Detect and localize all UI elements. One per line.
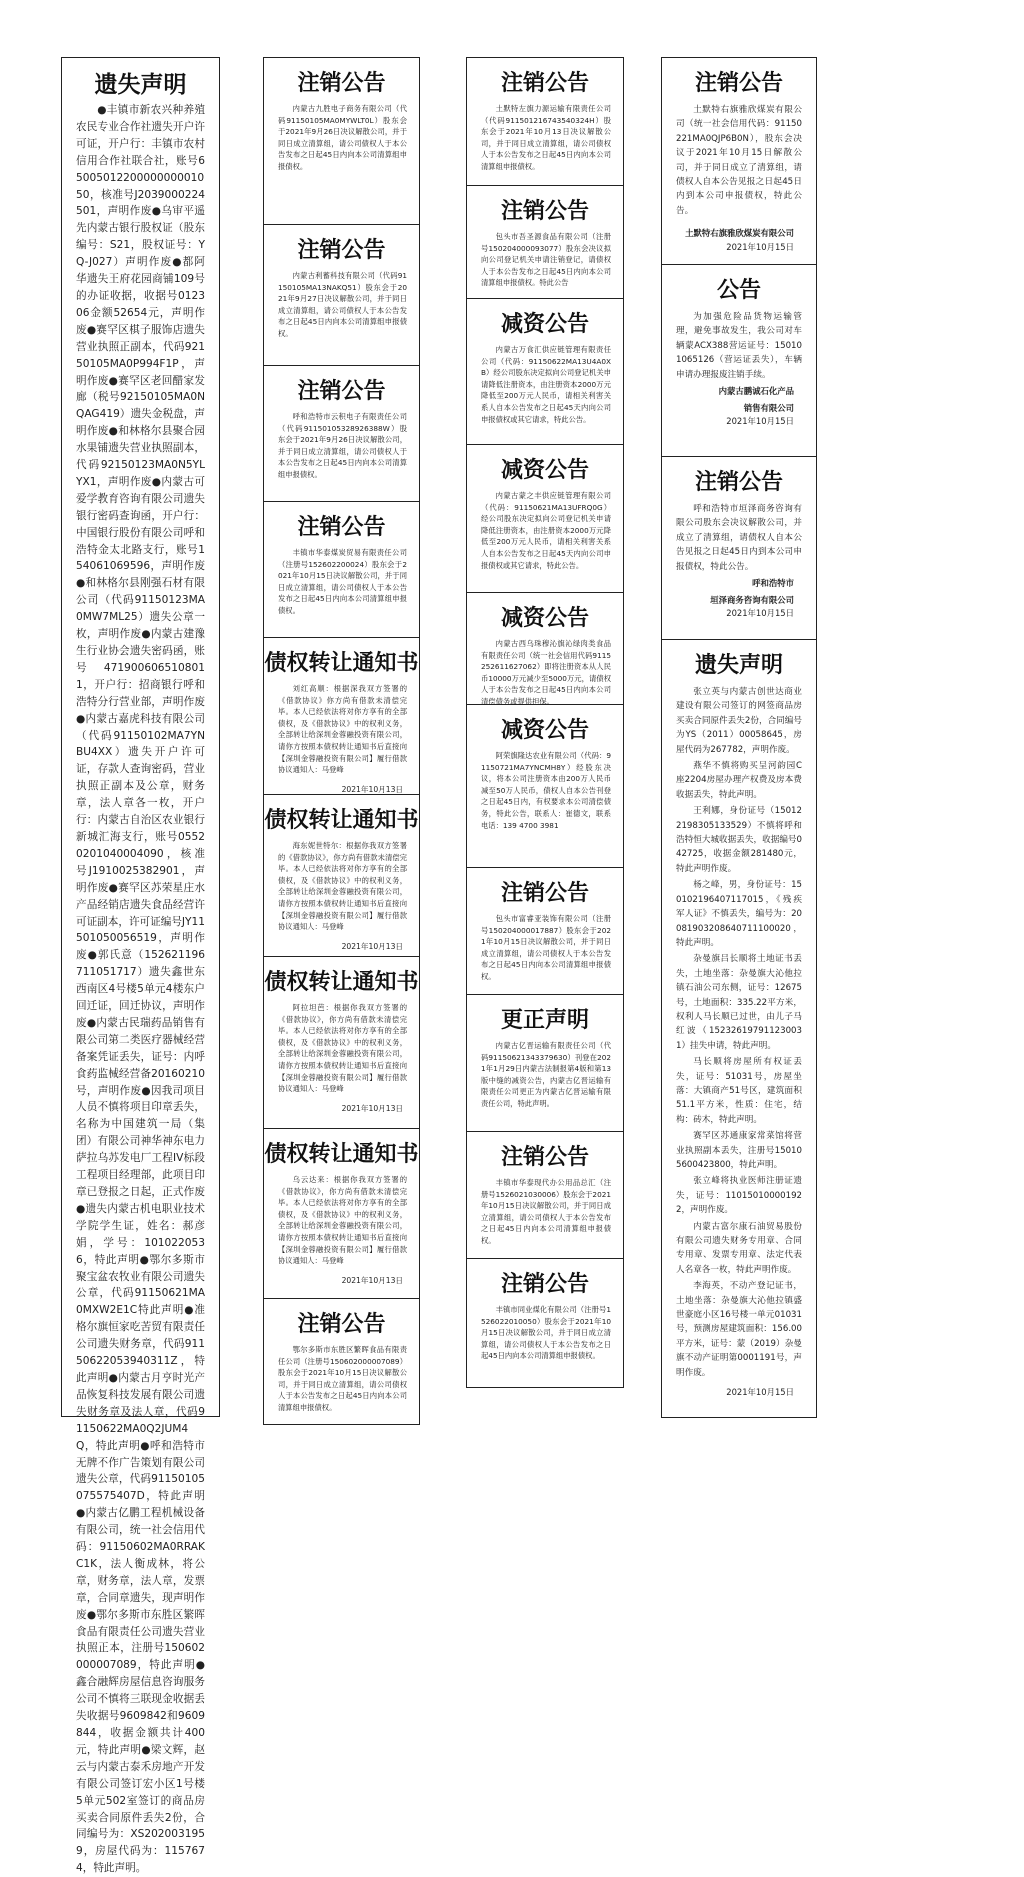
notice-body: 内蒙古亿晋运输有限责任公司（代码91150621343379630）刊登在2021年1月29日内蒙古法制报第4版和第13版中缝的减资公告，内蒙古亿晋运输有限责任公司更正为内蒙古亿晋运输有限责任公司，特此声明。 bbox=[481, 1041, 611, 1108]
notice-body: 海东妮世特尔：根据你我双方签署的《借款协议》，你方尚有借款未清偿完毕。本人已经依法将对你方享有的全部债权，及《借款协议》中的权利义务，全部转让给深圳金蓉融投资有限公司，请你方按照本债权转让通知书后直接向【深圳金蓉融投资有限公司】履行借款协议通知人：马登峰 bbox=[278, 841, 407, 932]
list-item: 张立峰将执业医师注册证遗失，证号：110150100001922，声明作废。 bbox=[676, 1176, 802, 1216]
notice-body: 阿拉坦芭：根据你我双方签署的《借款协议》，你方尚有借款未清偿完毕。本人已经依法将对你方享有的全部债权，及《借款协议》中的权利义务，全部转让给深圳金蓉融投资有限公司，请你方按照本债权转让通知书后直接向【深圳金蓉融投资有限公司】履行借款协议通知人：马登峰 bbox=[278, 1003, 407, 1094]
notice-signer: 土默特右旗雅欣煤炭有限公司 bbox=[685, 228, 794, 239]
lost-notice-body: ●丰镇市新农兴种养殖农民专业合作社遗失开户许可证，开户行：丰镇市农村信用合作社联合社，账号6500501220000000001050，核准号J2039000224501，声明作废●乌审平遥先内蒙古银行股权证（股东编号：S21，股权证号：YQ-J027）声明作废●都阿华遗失王府花园商铺109号的办证收据，收据号012306金额52654元，声明作废●赛罕区棋子服饰店遗失营业执照正副本，代码92150105MA0P994F1P，声明作废●赛罕区老回醋家发廊（税号92150105MA0NQAG419）遗失金税盘，声明作废●和林格尔县聚合园水果铺遗失营业执照副本，代码92150123MA0N5YLYX1，声明作废●内蒙古可爱学教育咨询有限公司遗失银行密码查询函，开户行：中国银行股份有限公司呼和浩特金太北路支行，账号154061069596，声明作废●和林格尔县刚强石材有限公司（代码91150123MA0MW7ML25）遗失公章一枚，声明作废●内蒙古建豫生行业协会遗失密码函，账号4719006065108011，开户行：招商银行呼和浩特分行营业部，声明作废●内蒙古嘉虎科技有限公司（代码91150102MA7YNBU4XX）遗失开户许可证，存款人查询密码，营业执照正副本及公章，财务章，法人章各一枚，开户行：内蒙古自治区农业银行新城汇海支行，账号05520201040004090，核准号J1910025382901，声明作废●赛罕区苏荣星庄水产品经销店遗失食品经营许可证副本，许可证编号JY11501050056519，声明作废●郭氏意（152621196711051717）遗失鑫世东西南区4号楼5单元4楼东户回迁证，回迁协议，声明作废●内蒙古民瑞药品销售有限公司第二类医疗器械经营备案凭证丢失，证号：内呼食药监械经营备20160210号，声明作废●因我司项目人员不慎将项目印章丢失，名称为中国建筑一局（集团）有限公司神华神东电力萨拉乌苏发电厂工程IV标段工程项目经理部，此项目印章已登报之日起，正式作废●遗失内蒙古机电职业技术学院学生证，姓名：郝彦娟，学号：1010220536，特此声明●鄂尔多斯市聚宝盆农牧业有限公司遗失公章，代码91150621MA0MXW2E1C特此声明●准格尔旗恒家吃苦贸有限责任公司遗失财务章，代码91150622053940311Z，特此声明●内蒙古月亨时光产品恢复科技发展有限公司遗失财务章及法人章，代码91150622MA0Q2JUM4Q，特此声明●呼和浩特市无牌不作广告策划有限公司遗失公章，代码91150105075575407D，特此声明●内蒙古亿鹏工程机械设备有限公司，统一社会信用代码：91150602MA0RRAKC1K，法人衡成林，将公章，财务章，法人章，发票章，合同章遗失，现声明作废●鄂尔多斯市东胜区繁晖食品有限责任公司遗失营业执照正本，注册号150602000007089，特此声明●鑫合融辉房屋信息咨询服务公司不慎将三联现金收据丢失收据号9609842和9609844，收据金额共计400元，特此声明●梁文辉，赵云与内蒙古泰禾房地产开发有限公司签订宏小区1号楼5单元502室签订的商品房买卖合同原件丢失2份，合同编号为：XS2020031959，房屋代码为：1157674，特此声明。 bbox=[76, 104, 206, 1875]
notice-card bbox=[263, 1298, 420, 1425]
capital-reduction-card bbox=[466, 704, 624, 868]
announcement-card bbox=[661, 264, 817, 457]
notice-title: 债权转让通知书 bbox=[264, 650, 419, 676]
list-item: 张立英与内蒙古创世达商业建设有限公司签订的网签商品房买卖合同原件丢失2份，合同编号为YS（2011）00058645，房屋代码为267782，声明作废。 bbox=[676, 687, 802, 755]
notice-title: 注销公告 bbox=[694, 70, 783, 96]
notice-date: 2021年10月13日 bbox=[341, 784, 403, 794]
notice-body: 呼和浩特市垣泽商务咨询有限公司股东会决议解散公司，并成立了清算组，请债权人自本公告见报之日起45日内到本公司申报债权，特此公告。 bbox=[676, 504, 802, 572]
list-item: 内蒙古富尔康石油贸易股份有限公司遗失财务专用章、合同专用章、发票专用章、法定代表人名章各一枚，特此声明作废。 bbox=[676, 1221, 802, 1275]
notice-title: 注销公告 bbox=[500, 70, 589, 96]
notice-body: 呼和浩特市云积电子有限责任公司（代码91150105328926388W）股东会于2021年9月26日决议解散公司，并于同日成立清算组，请公司债权人于本公告发布之日起45日内向本公司清算组申报债权。 bbox=[278, 412, 407, 479]
capital-reduction-card bbox=[466, 592, 624, 705]
notice-signer: 垣泽商务咨询有限公司 bbox=[710, 594, 794, 605]
notice-date: 2021年10月15日 bbox=[726, 1387, 794, 1398]
notice-title: 遗失声明 bbox=[694, 652, 783, 678]
lost-notice-main bbox=[61, 57, 220, 1875]
lost-items bbox=[662, 685, 816, 1380]
notice-title: 减资公告 bbox=[500, 717, 589, 743]
notice-signer: 销售有限公司 bbox=[743, 402, 794, 413]
correction-card bbox=[466, 994, 624, 1132]
notice-body: 内蒙古蒙之丰供应链管理有限公司（代码：91150621MA13UFRQ0G）经公司股东决定拟向公司登记机关申请降低注册资本，由注册资本2000万元降低至200万元人民币，请相关利害关系人自本公告发布之日起45天内向公司申报债权或其它请求，特此公告。 bbox=[481, 491, 611, 570]
notice-body: 内蒙古利蓄科技有限公司（代码91150105MA13NAKQ51）股东会于2021年9月27日决议解散公司，并于同日成立清算组，请公司债权人于本公告发布之日起45日内向本公司清算组申报债权。 bbox=[278, 271, 407, 338]
notice-body: 内蒙古万食汇供应链管理有限责任公司（代码：91150622MA13U4A0XB）经公司股东决定拟向公司登记机关申请降低注册资本，由注册资本2000万元降低至200万元人民币，请相关利害关系人自本公告发布之日起45天内向公司申报债权或其它请求，特此公告。 bbox=[481, 345, 611, 424]
notice-card bbox=[263, 57, 420, 225]
notice-date: 2021年10月13日 bbox=[341, 1275, 403, 1285]
notice-title: 注销公告 bbox=[500, 198, 589, 224]
notice-card bbox=[466, 867, 624, 995]
notice-body: 包头市富睿亚装饰有限公司（注册号150204000017887）股东会于2021年10月15日决议解散公司，并于同日成立清算组，请公司债权人于本公告发布之日起45日内向本公司清算组申报债权。 bbox=[481, 914, 611, 981]
notice-title: 减资公告 bbox=[500, 311, 589, 337]
notice-title: 债权转让通知书 bbox=[264, 969, 419, 995]
notice-body: 内蒙古九胜电子商务有限公司（代码91150105MA0MYWLT0L）股东会于2021年9月26日决议解散公司，并于同日成立清算组，请公司债权人于本公告发布之日起45日内向本公司清算组申报债权。 bbox=[278, 104, 407, 171]
notice-title: 债权转让通知书 bbox=[264, 807, 419, 833]
debt-transfer-card bbox=[263, 1128, 420, 1299]
column-3 bbox=[466, 57, 624, 1388]
notice-title: 债权转让通知书 bbox=[264, 1141, 419, 1167]
notice-title: 注销公告 bbox=[297, 378, 386, 404]
notice-date: 2021年10月13日 bbox=[341, 1103, 403, 1113]
notice-signer: 内蒙古鹏诚石化产品 bbox=[718, 386, 794, 397]
notice-card bbox=[263, 501, 420, 638]
notice-body: 土默特左旗力源运输有限责任公司（代码911501216743540324H）股东会于2021年10月13日决议解散公司，并于同日成立清算组，请公司债权人于本公告发布之日起45日内向本公司清算组申报债权。 bbox=[481, 104, 611, 171]
debt-transfer-card bbox=[263, 956, 420, 1129]
notice-body: 土默特右旗雅欣煤炭有限公司（统一社会信用代码：91150221MA0QJP6B0N），股东会决议于2021年10月15日解散公司，并于同日成立了清算组，请债权人自本公告见报之日起45日内到本公司申报债权，特此公告。 bbox=[676, 105, 802, 216]
column-2 bbox=[263, 57, 420, 1425]
notice-title: 注销公告 bbox=[297, 514, 386, 540]
column-4 bbox=[661, 57, 817, 1418]
list-item: 杨之峰，男，身份证号：150102196407117015，《残疾军人证》不慎丢失，编号为：20081903208640711100020，特此声明。 bbox=[676, 880, 802, 948]
notice-title: 注销公告 bbox=[297, 1311, 386, 1337]
notice-title: 注销公告 bbox=[500, 880, 589, 906]
list-item: 杂曼旗吕长顺将土地证书丢失，土地坐落：杂曼旗大沁他拉镇石油公司东侧，证号：12675号，土地面积：335.22平方米，权利人马长顺已过世，由儿子马红波（152326197911230031）挂失申请，特此声明。 bbox=[676, 954, 802, 1051]
notice-title: 减资公告 bbox=[500, 457, 589, 483]
notice-body: 乌云达来：根据你我双方签署的《借款协议》，你方尚有借款未清偿完毕。本人已经依法将对你方享有的全部债权，及《借款协议》中的权利义务，全部转让给深圳金蓉融投资有限公司，请你方按照本债权转让通知书后直接向【深圳金蓉融投资有限公司】履行借款协议通知人：马登峰 bbox=[278, 1175, 407, 1266]
notice-date: 2021年10月15日 bbox=[726, 416, 794, 427]
notice-title: 公告 bbox=[716, 277, 761, 303]
notice-title: 注销公告 bbox=[694, 469, 783, 495]
notice-card bbox=[466, 185, 624, 299]
notice-title: 减资公告 bbox=[500, 605, 589, 631]
notice-body: 阿荣旗隆达农业有限公司（代码：91150721MA7YNCMH8Y）经股东决议，将本公司注册资本由200万人民币减至50万人民币，债权人自本公告刊登之日起45日内，有权要求本公司清偿债务，特此公告，联系人：崔德文，联系电话：139 4700 3981 bbox=[481, 751, 611, 830]
notice-title: 注销公告 bbox=[297, 70, 386, 96]
lost-notice-title: 遗失声明 bbox=[94, 71, 187, 98]
notice-card bbox=[466, 57, 624, 186]
notice-body: 刘红高顺：根据深我双方签署的《借款协议》你方尚有借款未清偿完毕。本人已经依法将对你方享有的全部债权，及《借款协议》中的权利义务，全部转让给深圳金蓉融投资有限公司，请你方按照本债权转让通知书后直接向【深圳金蓉融投资有限公司】履行借款协议通知人：马登峰 bbox=[278, 684, 407, 775]
notice-date: 2021年10月15日 bbox=[726, 608, 794, 619]
list-item: 燕华不慎将购买呈河韵园C座2204房屋办理产权费及房本费收据丢失，特此声明。 bbox=[676, 761, 802, 800]
notice-date: 2021年10月15日 bbox=[726, 241, 794, 252]
notice-card bbox=[661, 456, 817, 640]
notice-title: 注销公告 bbox=[297, 237, 386, 263]
notice-body: 丰镇市同业煤化有限公司（注册号1526022010050）股东会于2021年10月15日决议解散公司，并于同日成立清算组，请公司债权人于本公告发布之日起45日内向本公司清算组申报债权。 bbox=[481, 1305, 611, 1361]
list-item: 马长顺将房屋所有权证丢失，证号：51031号，房屋坐落：大镇商产51号区，建筑面积51.1平方米，性质：住宅，结构：砖木，特此声明。 bbox=[676, 1057, 802, 1125]
notice-body: 包头市吾圣源食品有限公司（注册号150204000093077）股东会决议拟向公司登记机关申请注销登记，请债权人于本公告发布之日起45日内向本公司清算组申报债权。特此公告 bbox=[481, 232, 611, 288]
notice-date: 2021年10月13日 bbox=[341, 941, 403, 951]
notice-card bbox=[263, 224, 420, 366]
lost-notice-card bbox=[661, 639, 817, 1418]
notice-title: 注销公告 bbox=[500, 1144, 589, 1170]
notice-body: 丰镇市华泰煤炭贸易有限责任公司（注册号152602200024）股东会于2021年10月15日决议解散公司，并于同日成立清算组，请公司债权人于本公告发布之日起45日内向本公司清算组申报债权。 bbox=[278, 548, 407, 615]
notice-title: 更正声明 bbox=[500, 1007, 589, 1033]
notice-card bbox=[661, 57, 817, 265]
notice-body: 内蒙古西乌珠穆沁旗沁绿肉类食品有限责任公司（统一社会信用代码9115252611627062）即将注册资本从人民币10000万元减少至5000万元，请债权人于本公告发布之日起45日内向本公司清偿债务或提供担保。 bbox=[481, 639, 611, 706]
notice-body: 鄂尔多斯市东胜区繁晖食品有限责任公司（注册号150602000007089）股东会于2021年10月15日决议解散公司，并于同日成立清算组，请公司债权人于本公告发布之日起45日内向本公司清算组申报债权。 bbox=[278, 1345, 407, 1412]
notice-card bbox=[466, 1131, 624, 1259]
capital-reduction-card bbox=[466, 444, 624, 593]
list-item: 李海英，不动产登记证书，土地坐落：杂曼旗大沁他拉镇盛世豪庭小区16号楼一单元01031号，预测房屋建筑面积：156.00平方米，证号：蒙（2019）杂曼旗不动产证明第0001191号，声明作废。 bbox=[676, 1281, 802, 1378]
notice-card bbox=[263, 365, 420, 502]
notice-body: 丰镇市华泰现代办公用品总汇（注册号1526021030006）股东会于2021年10月15日决议解散公司，并于同日成立清算组，请公司债权人于本公告发布之日起45日内向本公司清算组申报债权。 bbox=[481, 1178, 612, 1245]
list-item: 王利娜，身份证号（150122198305133529）不慎将呼和浩特恒大城收据丢失，收据编号042725，收据金额281480元，特此声明作废。 bbox=[676, 806, 802, 874]
list-item: 赛罕区苏通康家常菜馆将营业执照副本丢失，注册号150105600423800，特此声明。 bbox=[676, 1131, 802, 1170]
column-1 bbox=[61, 57, 220, 1875]
notice-body: 为加强危险品货物运输管理，避免事故发生，我公司对车辆蒙ACX388营运证号：150101065126（营运证丢失），车辆申请办理报废注销手续。 bbox=[676, 312, 802, 380]
debt-transfer-card bbox=[263, 637, 420, 795]
notice-signer: 呼和浩特市 bbox=[752, 578, 794, 589]
notice-title: 注销公告 bbox=[500, 1271, 589, 1297]
capital-reduction-card bbox=[466, 298, 624, 445]
notice-card bbox=[466, 1258, 624, 1388]
debt-transfer-card bbox=[263, 794, 420, 957]
